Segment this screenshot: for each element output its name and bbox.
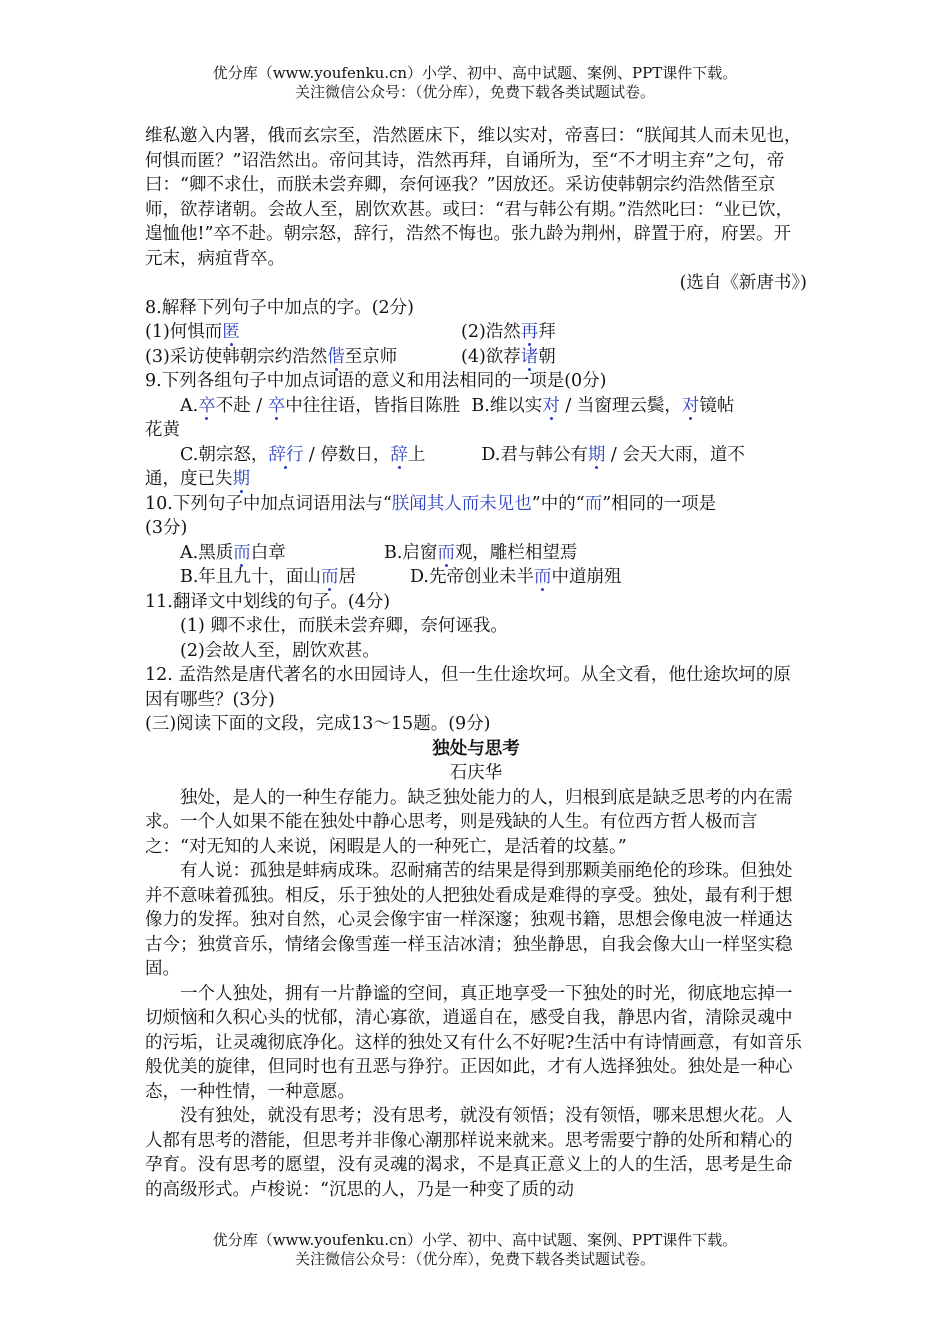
emphasis-dot-char: 卒 xyxy=(267,395,286,416)
essay-paragraph-2: 有人说：孤独是蚌病成珠。忍耐痛苦的结果是得到那颗美丽绝伦的珍珠。但独处并不意味着孤独。相反，乐于独处的人把独处看成是难得的享受。独处，最有利于想像力的发挥。独对自然，心灵会像宇宙一样深邃；独观书籍，思想会像电波一样通达古今；独赏音乐，情绪会像雪莲一样玉洁冰清；独坐静思，自我会像大山一样坚实稳固。 xyxy=(145,861,793,979)
q8-item-2: (2)浩然再拜 xyxy=(461,322,556,342)
footer-line-2: 关注微信公众号：（优分库），免费下载各类试题试卷。 xyxy=(294,1250,655,1268)
q8-item-1: (1)何惧而匿 xyxy=(145,322,240,342)
emphasis-dot-char: 而 xyxy=(437,542,455,563)
essay-paragraph-1: 独处，是人的一种生存能力。缺乏独处能力的人，归根到底是缺乏思考的内在需求。一个人如果不能在独处中静心思考，则是残缺的人生。有位西方哲人极而言之：“对无知的人来说，闲暇是人的一种死亡，是活着的坟墓。” xyxy=(145,787,793,857)
header-line-2: 关注微信公众号：（优分库），免费下载各类试题试卷。 xyxy=(294,83,655,101)
q10-option-c: B.年且九十，面山而居 xyxy=(180,567,356,587)
q10-option-b: B.启窗而观，雕栏相望焉 xyxy=(384,542,578,563)
page-footer xyxy=(0,1231,950,1269)
q8-row-2 xyxy=(145,345,807,370)
q12-text: 12. 孟浩然是唐代著名的水田园诗人，但一生仕途坎坷。从全文看，他仕途坎坷的原因有哪些？(3分) xyxy=(145,665,791,710)
passage-source: (选自《新唐书》) xyxy=(679,273,807,293)
emphasis-dot-char: 匿 xyxy=(222,322,240,342)
document-body xyxy=(145,124,807,1202)
emphasis-dot-char: 而 xyxy=(533,567,552,587)
q8-row-1 xyxy=(145,320,807,345)
emphasis-dot-char: 而 xyxy=(233,542,251,563)
emphasis-dot-char: 卒 xyxy=(198,395,216,416)
q8-item-4: (4)欲荐诸朝 xyxy=(461,346,556,367)
q8-item-3: (3)采访使韩朝宗约浩然偕至京师 xyxy=(145,346,398,367)
q9-stem: 9.下列各组句子中加点词语的意义和用法相同的一项是(0分) xyxy=(145,371,607,391)
emphasis-dot-char: 辞行 xyxy=(268,444,304,465)
emphasis-dot-char: 再 xyxy=(520,322,539,342)
essay-paragraph-4: 没有独处，就没有思考；没有思考，就没有领悟；没有领悟，哪来思想火花。人人都有思考的潜能，但思考并非像心潮那样说来就来。思考需要宁静的处所和精心的孕育。没有思考的愿望，没有灵魂的渴求，不是真正意义上的人的生活，思考是生命的高级形式。卢梭说：“沉思的人，乃是一种变了质的动 xyxy=(145,1106,793,1200)
essay-paragraph-3: 一个人独处，拥有一片静谧的空间，真正地享受一下独处的时光，彻底地忘掉一切烦恼和久积心头的忧郁，清心寡欲，逍遥自在，感受自我，静思内省，清除灵魂中的污垢，让灵魂彻底净化。这样的独处又有什么不好呢?生活中有诗情画意，有如音乐般优美的旋律，但同时也有丑恶与狰狞。正因如此，才有人选择独处。独处是一种心态，一种性情，一种意愿。 xyxy=(145,983,802,1102)
section3-intro: (三)阅读下面的文段，完成13～15题。(9分) xyxy=(145,714,491,734)
q10-quote: 朕闻其人而未见也 xyxy=(391,493,532,514)
q11-stem: 11.翻译文中划线的句子。(4分) xyxy=(145,591,391,612)
q10-option-d: D.先帝创业未半而中道崩殂 xyxy=(410,567,622,587)
q10-row-2 xyxy=(145,565,807,590)
q10-stem: 10.下列句子中加点词语用法与“朕闻其人而未见也”中的“而”相同的一项是 xyxy=(145,493,717,514)
emphasis-dot-char: 偕 xyxy=(327,346,345,367)
emphasis-dot-char: 期 xyxy=(232,469,250,489)
emphasis-dot-char: 期 xyxy=(587,444,606,465)
q11-sentence-2: (2)会故人至，剧饮欢甚。 xyxy=(180,640,380,661)
q10-row-1 xyxy=(145,541,807,566)
q9-options-ab: A.卒不赴 / 卒中往往语，皆指目陈胜 B.维以实对 / 当窗理云鬓，对镜帖 xyxy=(180,395,735,416)
emphasis-dot-char: 辞 xyxy=(390,444,408,465)
emphasis-dot-char: 对 xyxy=(681,395,700,416)
q10-option-a: A.黑质而白章 xyxy=(180,542,286,563)
q8-stem: 8.解释下列句子中加点的字。(2分) xyxy=(145,297,414,318)
q10-score: (3分) xyxy=(145,518,188,538)
passage-text: 维私邀入内署，俄而玄宗至，浩然匿床下，维以实对，帝喜曰：“朕闻其人而未见也，何惧而匿？”诏浩然出。帝问其诗，浩然再拜，自诵所为，至“不才明主弃”之句，帝曰：“卿不求仕，而朕未尝弃卿，奈何诬我？”因放还。采访使韩朝宗约浩然偕至京师，欲荐诸朝。会故人至，剧饮欢甚。或曰：“君与韩公有期。”浩然叱曰：“业已饮，遑恤他!”卒不赴。朝宗怒，辞行，浩然不悔也。张九龄为荆州，辟置于府，府罢。开元末，病疽背卒。 xyxy=(145,126,802,269)
q9-options-cd: C.朝宗怒，辞行 / 停数日，辞上 D.君与韩公有期 / 会天大雨，道不 xyxy=(180,444,745,465)
essay-author: 石庆华 xyxy=(449,763,503,783)
header-line-1: 优分库（www.youfenku.cn）小学、初中、高中试题、案例、PPT课件下载。 xyxy=(212,64,738,82)
essay-title: 独处与思考 xyxy=(432,738,520,759)
emphasis-dot-char: 而 xyxy=(320,567,339,587)
emphasis-dot-char: 对 xyxy=(542,395,560,416)
page-header xyxy=(0,64,950,102)
emphasis-dot-char: 诸 xyxy=(520,346,539,367)
q10-word: 而 xyxy=(584,493,603,514)
q11-sentence-1: (1) 卿不求仕，而朕未尝弃卿，奈何诬我。 xyxy=(180,616,508,636)
q9-option-d-cont: 通，度已失期 xyxy=(145,469,250,489)
q9-option-b-cont: 花黄 xyxy=(145,420,180,440)
footer-line-1: 优分库（www.youfenku.cn）小学、初中、高中试题、案例、PPT课件下载。 xyxy=(212,1231,738,1249)
